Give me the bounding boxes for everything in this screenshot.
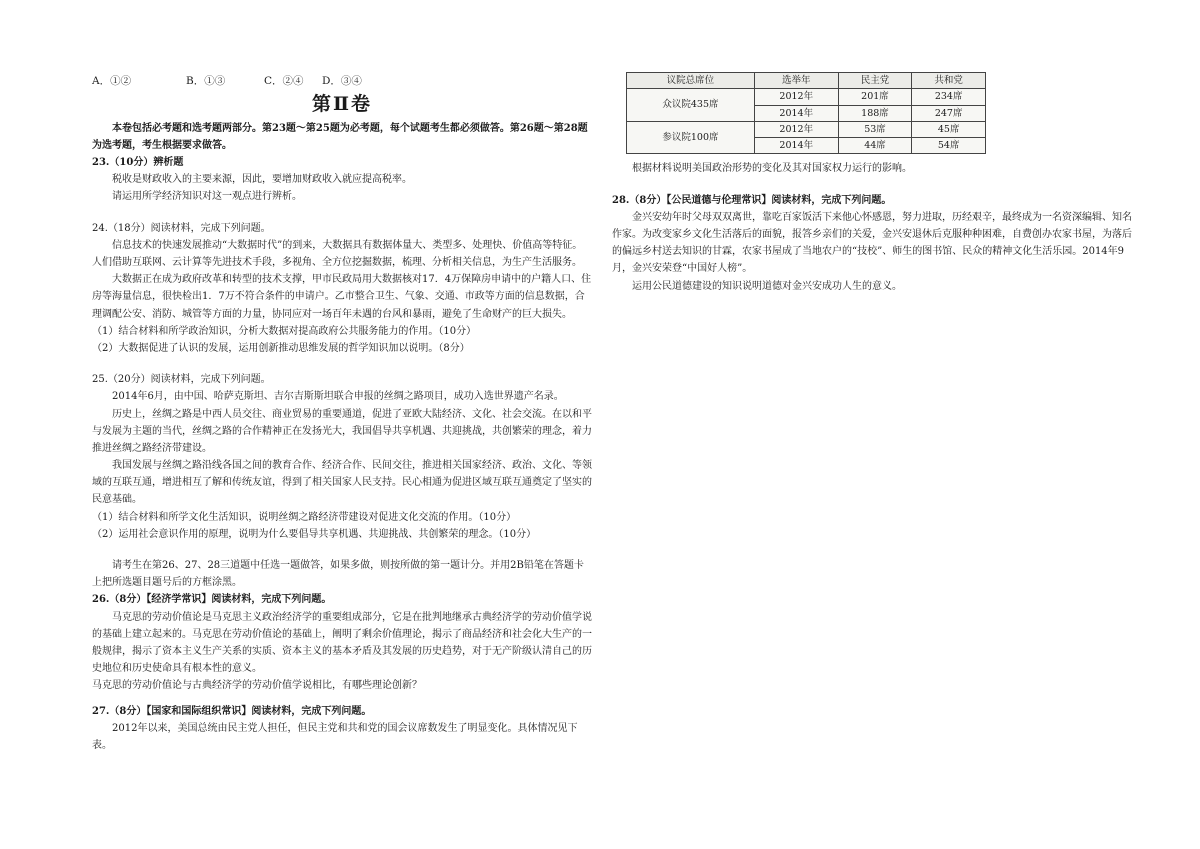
q25-paragraph-1: 2014年6月，由中国、哈萨克斯坦、吉尔吉斯斯坦联合申报的丝绸之路项目，成功入选世界遗产名录。 <box>112 391 564 403</box>
q24-paragraph-1: 信息技术的快速发展推动“大数据时代”的到来，大数据具有数据体量大、类型多、处理快、价值高等特征。人们借助互联网、云计算等先进技术手段，多视角、全方位挖掘数据，梳理、分析相关信息，为生产生活服务。 <box>92 239 583 269</box>
table-header-cell: 选举年 <box>754 73 838 89</box>
q26-ask: 马克思的劳动价值论与古典经济学的劳动价值学说相比，有哪些理论创新？ <box>92 680 422 692</box>
table-row <box>627 121 986 137</box>
option-d: D．③④ <box>322 75 362 87</box>
q24-subquestion-2: （2）大数据促进了认识的发展，运用创新推动思维发展的哲学知识加以说明。（8分） <box>92 342 470 354</box>
rep-cell: 247席 <box>912 105 986 121</box>
q26-paragraph: 马克思的劳动价值论是马克思主义政治经济学的重要组成部分，它是在批判地继承古典经济学的劳动价值学说的基础上建立起来的。马克思在劳动价值论的基础上，阐明了剩余价值理论，揭示了商品经济和社会化大生产的一般规律，揭示了资本主义生产关系的实质、资本主义的基本矛盾及其发展的历史趋势，对于无产阶级认清自己的历史地位和历史使命具有根本性的意义。 <box>92 611 592 675</box>
part-title: 第Ⅱ卷 <box>311 93 372 116</box>
year-cell: 2012年 <box>754 89 838 105</box>
q25-subquestion-1: （1）结合材料和所学文化生活知识，说明丝绸之路经济带建设对促进文化交流的作用。（10分） <box>92 511 517 523</box>
part-intro: 本卷包括必考题和选考题两部分。第23题～第25题为必考题，每个试题考生都必须做答。第26题～第28题为选考题，考生根据要求做答。 <box>92 122 588 151</box>
q23-heading: 23.（10分）辨析题 <box>92 157 184 169</box>
q27-ask: 根据材料说明美国政治形势的变化及其对国家权力运行的影响。 <box>632 163 912 175</box>
dem-cell: 201席 <box>838 89 912 105</box>
dem-cell: 53席 <box>838 121 912 137</box>
dem-cell: 188席 <box>838 105 912 121</box>
seats-table-wrapper <box>612 72 1132 154</box>
q28-ask: 运用公民道德建设的知识说明道德对金兴安成功人生的意义。 <box>632 280 902 292</box>
q26-heading: 26.（8分）【经济学常识】阅读材料，完成下列问题。 <box>92 594 332 606</box>
q24-subquestion-1: （1）结合材料和所学政治知识，分析大数据对提高政府公共服务能力的作用。（10分） <box>92 325 477 337</box>
table-header-cell: 共和党 <box>912 73 986 89</box>
option-b: B．①③ <box>186 75 226 87</box>
q24-heading: 24.（18分）阅读材料，完成下列问题。 <box>92 222 271 234</box>
rep-cell: 234席 <box>912 89 986 105</box>
house-cell: 参议院100席 <box>627 121 755 154</box>
year-cell: 2014年 <box>754 105 838 121</box>
q28-heading: 28.（8分）【公民道德与伦理常识】阅读材料，完成下列问题。 <box>612 194 892 206</box>
year-cell: 2012年 <box>754 121 838 137</box>
q28-paragraph: 金兴安幼年时父母双双离世，靠吃百家饭活下来他心怀感恩，努力进取，历经艰辛，最终成为一名资深编辑、知名作家。为改变家乡文化生活落后的面貌，报答乡亲们的关爱，金兴安退休后克服种种困难，自费创办农家书屋，为落后的偏远乡村送去知识的甘霖，农家书屋成了当地农户的“技校”、师生的图书馆、民众的精神文化生活乐园。2014年9月，金兴安荣登“中国好人榜”。 <box>612 211 1132 275</box>
q25-subquestion-2: （2）运用社会意识作用的原理，说明为什么要倡导共享机遇、共迎挑战、共创繁荣的理念。（10分） <box>92 528 537 540</box>
table-row <box>627 89 986 105</box>
q24-paragraph-2: 大数据正在成为政府改革和转型的技术支撑，甲市民政局用大数据核对17．4万保障房申请中的户籍人口、住房等海量信息，很快检出1．7万不符合条件的申请户。乙市整合卫生、气象、交通、市政等方面的信息数据，合理调配公安、消防、城管等方面的力量，协同应对一场百年未遇的台风和暴雨，避免了生命财产的巨大损失。 <box>92 274 592 320</box>
q25-paragraph-2: 历史上，丝绸之路是中西人员交往、商业贸易的重要通道，促进了亚欧大陆经济、文化、社会交流。在以和平与发展为主题的当代，丝绸之路的合作精神正在发扬光大，我国倡导共享机遇、共迎挑战，共创繁荣的理念，着力推进丝绸之路经济带建设。 <box>92 408 592 454</box>
q27-heading: 27.（8分）【国家和国际组织常识】阅读材料，完成下列问题。 <box>92 705 372 717</box>
q23-statement: 税收是财政收入的主要来源，因此，要增加财政收入就应提高税率。 <box>112 174 412 186</box>
q25-heading: 25.（20分）阅读材料，完成下列问题。 <box>92 374 271 386</box>
choice-note: 请考生在第26、27、28三道题中任选一题做答，如果多做，则按所做的第一题计分。并用2B铅笔在答题卡上把所选题目题号后的方框涂黑。 <box>92 560 584 589</box>
q25-paragraph-3: 我国发展与丝绸之路沿线各国之间的教育合作、经济合作、民间交往，推进相关国家经济、政治、文化、等领域的互联互通，增进相互了解和传统友谊，得到了相关国家人民支持。民心相通为促进区域互联互通奠定了坚实的民意基础。 <box>92 460 592 506</box>
year-cell: 2014年 <box>754 138 838 154</box>
option-a: A．①② <box>92 75 132 87</box>
right-column <box>612 72 1132 295</box>
answer-options <box>92 72 592 90</box>
house-cell: 众议院435席 <box>627 89 755 122</box>
option-c: C．②④ <box>264 75 304 87</box>
q23-ask: 请运用所学经济知识对这一观点进行辨析。 <box>112 191 302 203</box>
seats-table <box>626 72 986 154</box>
table-header-cell: 议院总席位 <box>627 73 755 89</box>
rep-cell: 54席 <box>912 138 986 154</box>
q27-paragraph: 2012年以来，美国总统由民主党人担任，但民主党和共和党的国会议席数发生了明显变化。具体情况见下表。 <box>92 722 578 751</box>
rep-cell: 45席 <box>912 121 986 137</box>
table-header-cell: 民主党 <box>838 73 912 89</box>
left-column <box>92 72 592 754</box>
table-header-row <box>627 73 986 89</box>
dem-cell: 44席 <box>838 138 912 154</box>
